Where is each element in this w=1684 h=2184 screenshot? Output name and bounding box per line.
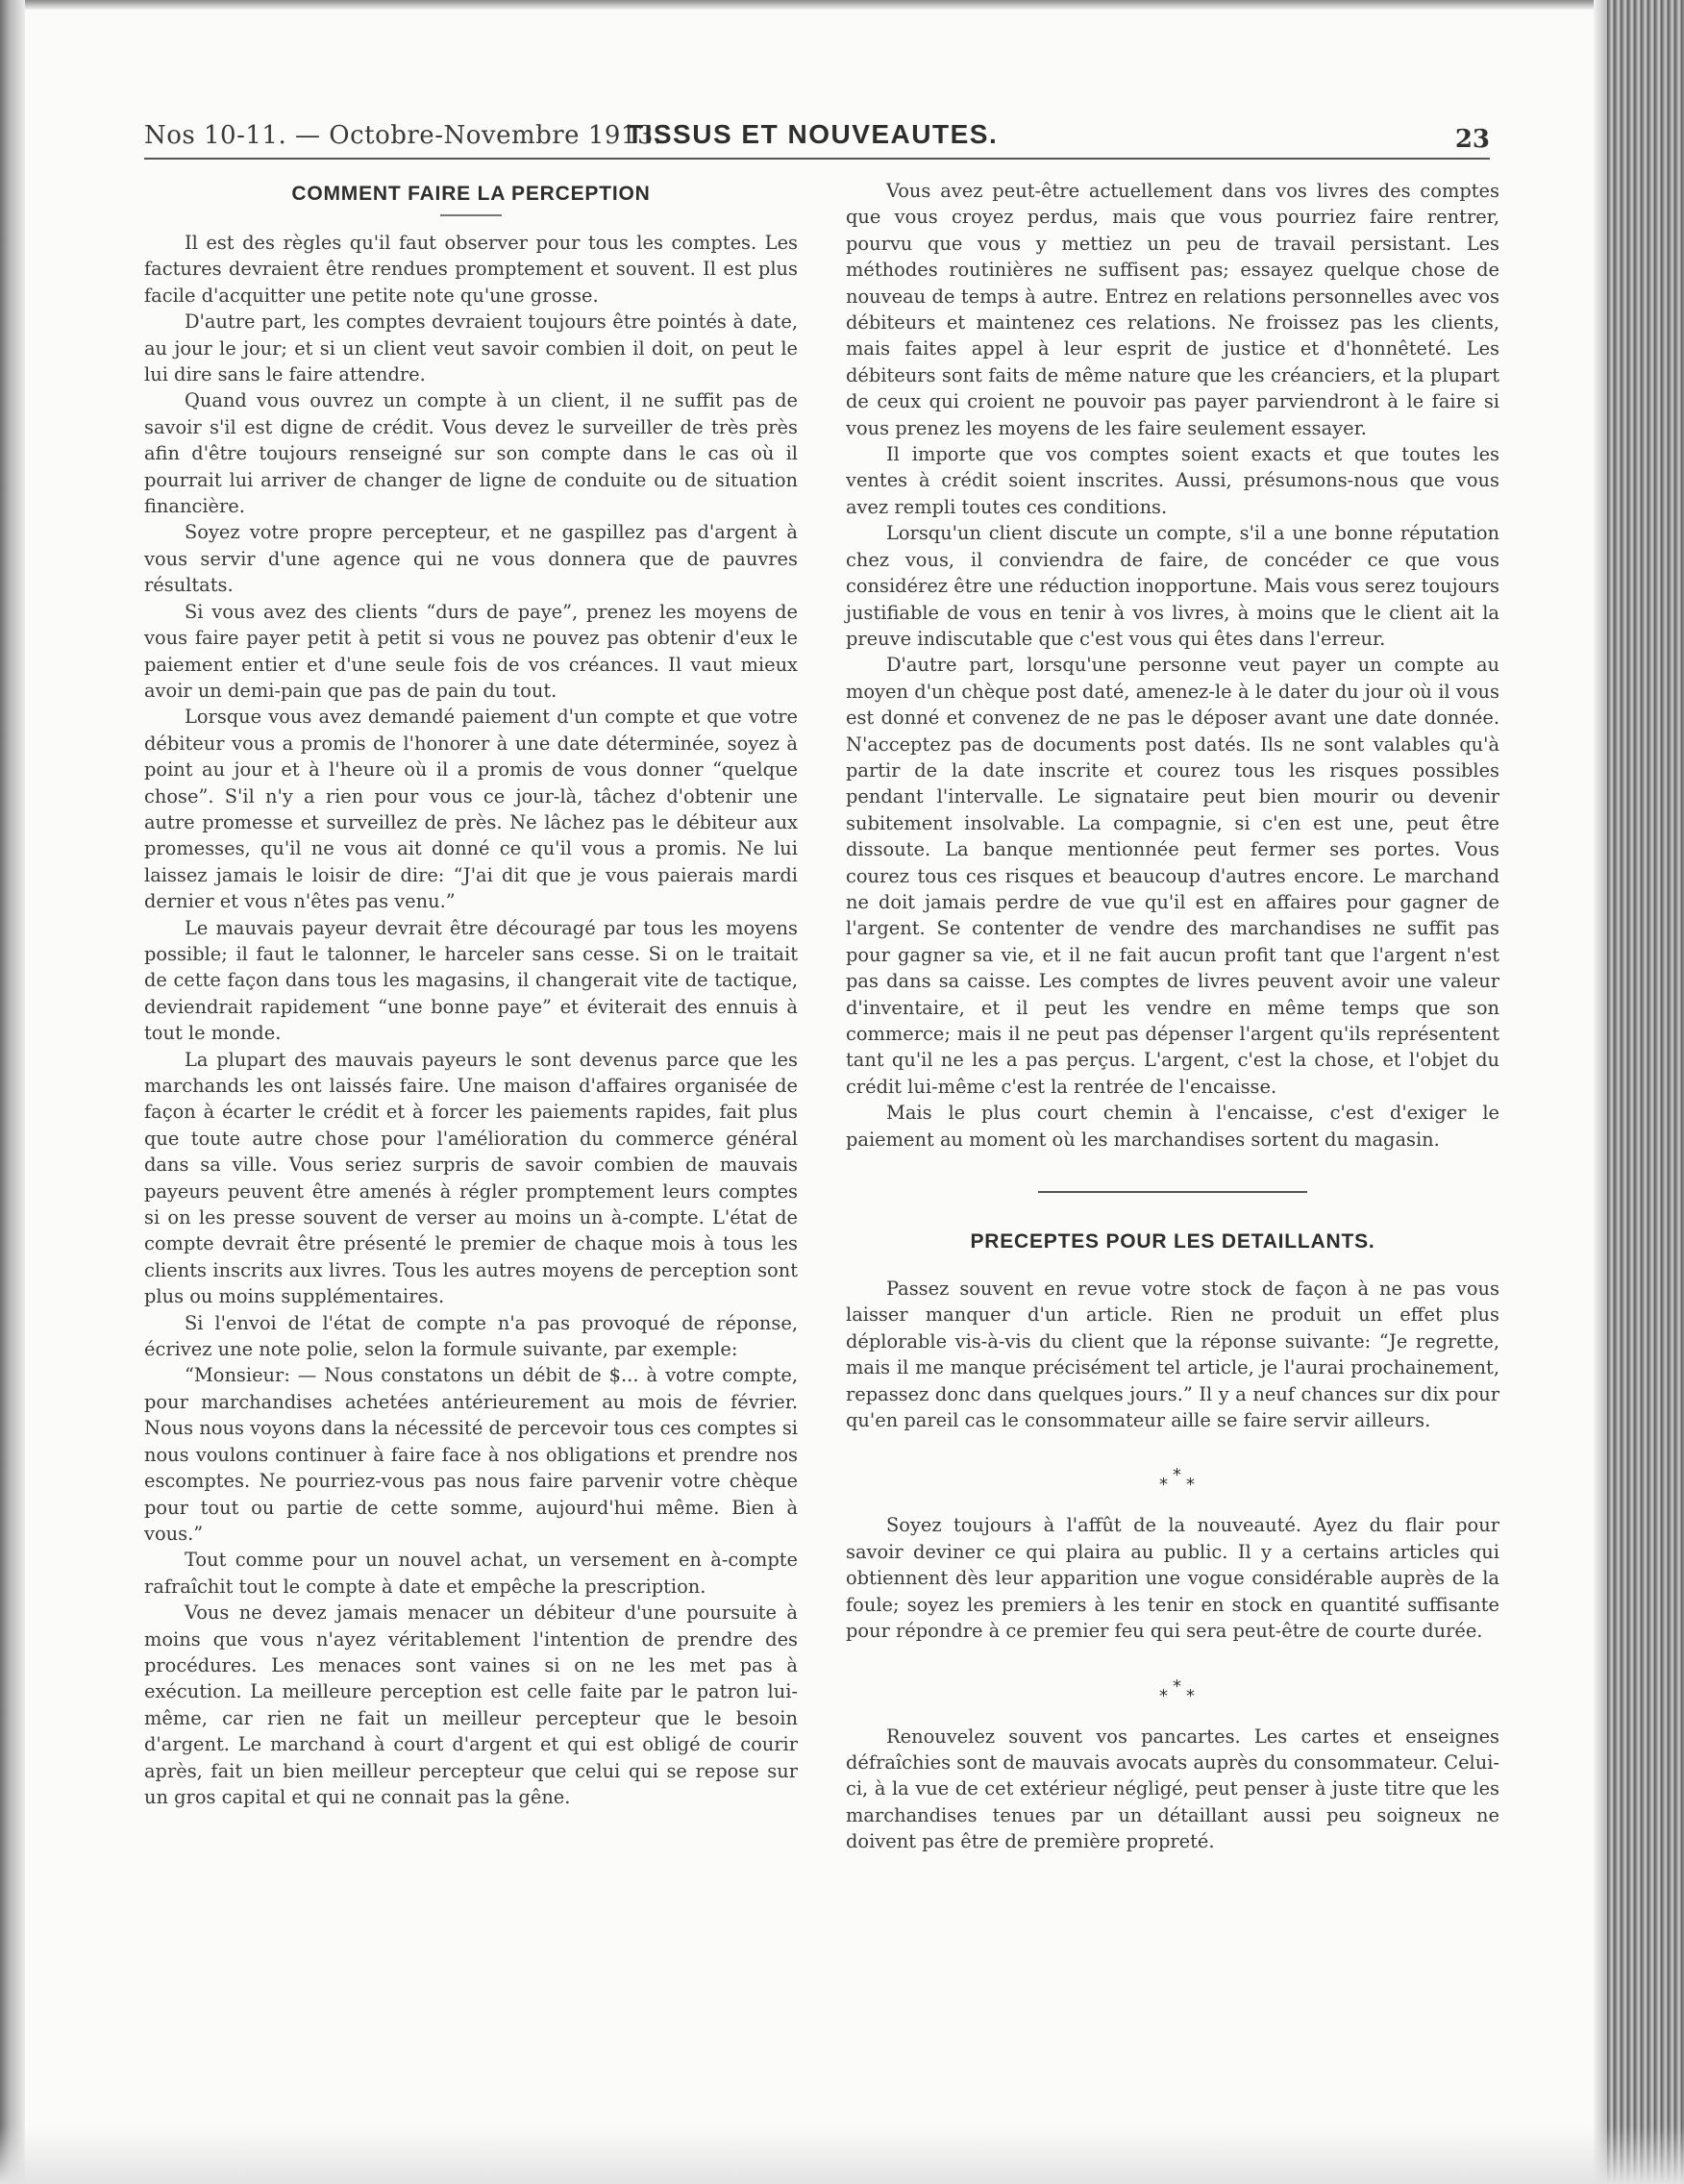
issue-info: Nos 10-11. — Octobre-Novembre 1913. <box>144 121 662 150</box>
left-column <box>144 178 798 1810</box>
paragraph: Renouvelez souvent vos pancartes. Les cartes et enseignes défraîchies sont de mauvais avocats auprès du consommateur. Celui-ci, à la vue de cet extérieur négligé, peut penser à juste titre que les marchandises tenues par un détaillant aussi peu soigneux ne doivent pas être de première propreté. <box>846 1725 1499 1853</box>
paragraph: Soyez toujours à l'affût de la nouveauté. Ayez du flair pour savoir deviner ce qui plaira au public. Il y a certains articles qui obtiennent dès leur apparition une vogue considérable auprès de la foule; soyez les premiers à les tenir en stock en quantité suffisante pour répondre à ce premier feu qui sera peut-être de courte durée. <box>846 1514 1499 1643</box>
running-header <box>144 115 1490 159</box>
paragraph: Passez souvent en revue votre stock de façon à ne pas vous laisser manquer d'un article. Rien ne produit un effet plus déplorable vis-à-vis du client que la réponse suivante: “Je regrette, mais il me manque précisément tel article, je l'aurai prochainement, repassez donc dans quelques jours.” Il y a neuf chances sur dix pour qu'en pareil cas le consommateur aille se faire servir ailleurs. <box>846 1278 1499 1432</box>
asterisk: * <box>1173 1465 1181 1486</box>
asterisk: * <box>1159 1475 1168 1496</box>
paragraph: Si vous avez des clients “durs de paye”, prenez les moyens de vous faire payer petit à petit si vous ne pouvez pas obtenir d'eux le paiement entier et d'une seule fois de vos créances. Il vaut mieux avoir un demi-pain que pas de pain du tout. <box>144 600 798 702</box>
asterisk: * <box>1159 1685 1168 1706</box>
article-title: PRECEPTES POUR LES DETAILLANTS. <box>970 1230 1375 1253</box>
letter-quote: “Monsieur: — Nous constatons un débit de $... à votre compte, pour marchandises achetées antérieurement au mois de février. Nous nous voyons dans la nécessité de percevoir tous ces comptes si nous voulons continuer à faire face à nos obligations et prendre nos escomptes. Ne pourriez-vous pas nous faire parvenir votre chèque pour tout ou partie de cette somme, aujourd'hui même. Bien à vous.” <box>144 1364 798 1545</box>
bottom-shade <box>0 2126 1684 2184</box>
asterism-separator <box>846 1645 1499 1724</box>
paragraph: Vous ne devez jamais menacer un débiteur d'une poursuite à moins que vous n'ayez véritablement l'intention de prendre des procédures. Les menaces sont vaines si on ne les met pas à exécution. La meilleure perception est celle faite par le patron lui-même, car rien ne fait un meilleur percepteur que le besoin d'argent. Le marchand à court d'argent et qui est obligé de courir après, fait un bien meilleur percepteur que celui qui se repose sur un gros capital et qui ne connait pas la gêne. <box>144 1601 798 1808</box>
paragraph: Le mauvais payeur devrait être découragé par tous les moyens possible; il faut le talonner, le harceler sans cesse. Si on le traitait de cette façon dans tous les magasins, il changerait vite de tactique, deviendrait rapidement “une bonne paye” et éviterait des ennuis à tout le monde. <box>144 916 798 1045</box>
header-rule <box>144 158 1490 160</box>
article-divider <box>1038 1191 1307 1193</box>
paragraph: Soyez votre propre percepteur, et ne gaspillez pas d'argent à vous servir d'une agence qui ne vous donnera que de pauvres résultats. <box>144 521 798 597</box>
asterisk: * <box>1186 1685 1195 1706</box>
paragraph: D'autre part, lorsqu'une personne veut payer un compte au moyen d'un chèque post daté, amenez-le à le dater du jour où il vous est donné et convenez de ne pas le déposer avant une date donnée. N'acceptez pas de documents post datés. Ils ne sont valables qu'à partir de la date inscrite et courez tous les risques possibles pendant l'intervalle. Le signataire peut bien mourir ou devenir subitement insolvable. La compagnie, si c'en est une, peut être dissoute. La banque mentionnée peut fermer ses portes. Vous courez tous ces risques et beaucoup d'autres encore. Le marchand ne doit jamais perdre de vue qu'il est en affaires pour gagner de l'argent. Se contenter de vendre des marchandises ne suffit pas pour gagner sa vie, et il ne fait aucun profit tant que l'argent n'est pas dans sa caisse. Les comptes de livres peuvent avoir une valeur d'inventaire, et il peut les vendre en même temps que son commerce; mais il ne peut pas dépenser l'argent qu'ils représentent tant qu'il ne les a pas perçus. L'argent, c'est la chose, et l'objet du crédit lui-même c'est la rentrée de l'encaisse. <box>846 654 1499 1098</box>
page-number: 23 <box>1454 125 1490 154</box>
book-page-edges <box>1607 0 1684 2184</box>
asterism-separator <box>846 1433 1499 1512</box>
paragraph: D'autre part, les comptes devraient toujours être pointés à date, au jour le jour; et si un client veut savoir combien il doit, on peut le lui dire sans le faire attendre. <box>144 310 798 386</box>
title-underline <box>440 214 502 216</box>
paragraph: Vous avez peut-être actuellement dans vos livres des comptes que vous croyez perdus, mais que vous pourriez faire rentrer, pourvu que vous y mettiez un peu de travail persistant. Les méthodes routinières ne suffisent pas; essayez quelque chose de nouveau de temps à autre. Entrez en relations personnelles avec vos débiteurs et maintenez ces relations. Ne froissez pas les clients, mais faites appel à leur esprit de justice et d'honnêteté. Les débiteurs sont faits de même nature que les créanciers, et la plupart de ceux qui croient ne pouvoir pas payer parviendront à le faire si vous prenez les moyens de les faire seulement essayer. <box>846 180 1499 439</box>
paragraph: Quand vous ouvrez un compte à un client, il ne suffit pas de savoir s'il est digne de crédit. Vous devez le surveiller de très près afin d'être toujours renseigné sur son compte dans le cas où il pourrait lui arriver de changer de ligne de conduite ou de situation financière. <box>144 389 798 518</box>
paragraph: La plupart des mauvais payeurs le sont devenus parce que les marchands les ont laissés faire. Une maison d'affaires organisée de façon à écarter le crédit et à forcer les paiements rapides, fait plus que toute autre chose pour l'amélioration du commerce général dans sa ville. Vous seriez surpris de savoir combien de mauvais payeurs peuvent être amenés à régler promptement leurs comptes si on les presse souvent de verser au moins un à-compte. L'état de compte devrait être présenté le premier de chaque mois à tous les clients inscrits aux livres. Tous les autres moyens de perception sont plus ou moins supplémentaires. <box>144 1048 798 1308</box>
top-shadow <box>0 0 1684 10</box>
article-title: COMMENT FAIRE LA PERCEPTION <box>291 183 651 205</box>
paragraph: Il est des règles qu'il faut observer pour tous les comptes. Les factures devraient être rendues promptement et souvent. Il est plus facile d'acquitter une petite note qu'une grosse. <box>144 232 798 307</box>
binding-shadow <box>0 0 25 2184</box>
right-column <box>846 178 1499 1855</box>
paragraph: Lorsqu'un client discute un compte, s'il a une bonne réputation chez vous, il conviendra de faire, de concéder ce que vous considérez être une réduction inopportune. Mais vous serez toujours justifiable de vous en tenir à vos livres, à moins que le client ait la preuve indiscutable que c'est vous qui êtes dans l'erreur. <box>846 522 1499 650</box>
asterisk: * <box>1173 1675 1181 1697</box>
paragraph: Tout comme pour un nouvel achat, un versement en à-compte rafraîchit tout le compte à date et empêche la prescription. <box>144 1549 798 1598</box>
paragraph: Mais le plus court chemin à l'encaisse, c'est d'exiger le paiement au moment où les marchandises sortent du magasin. <box>846 1102 1499 1151</box>
paragraph: Il importe que vos comptes soient exacts et que toutes les ventes à crédit soient inscrites. Aussi, présumons-nous que vous avez rempli toutes ces conditions. <box>846 443 1499 518</box>
page-edge-shadow <box>1594 0 1607 2184</box>
journal-title: TISSUS ET NOUVEAUTES. <box>627 119 999 149</box>
paragraph: Lorsque vous avez demandé paiement d'un compte et que votre débiteur vous a promis de l'honorer à une date déterminée, soyez à point au jour et à l'heure où il a promis de vous donner “quelque chose”. S'il n'y a rien pour vous ce jour-là, tâchez d'obtenir une autre promesse et surveillez de près. Ne lâchez pas le débiteur aux promesses, qu'il ne vous ait donné ce qu'il vous a promis. Ne lui laissez jamais le loisir de dire: “J'ai dit que je vous paierais mardi dernier et vous n'êtes pas venu.” <box>144 706 798 913</box>
paragraph: Si l'envoi de l'état de compte n'a pas provoqué de réponse, écrivez une note polie, selon la formule suivante, par exemple: <box>144 1311 798 1361</box>
asterisk: * <box>1186 1475 1195 1496</box>
